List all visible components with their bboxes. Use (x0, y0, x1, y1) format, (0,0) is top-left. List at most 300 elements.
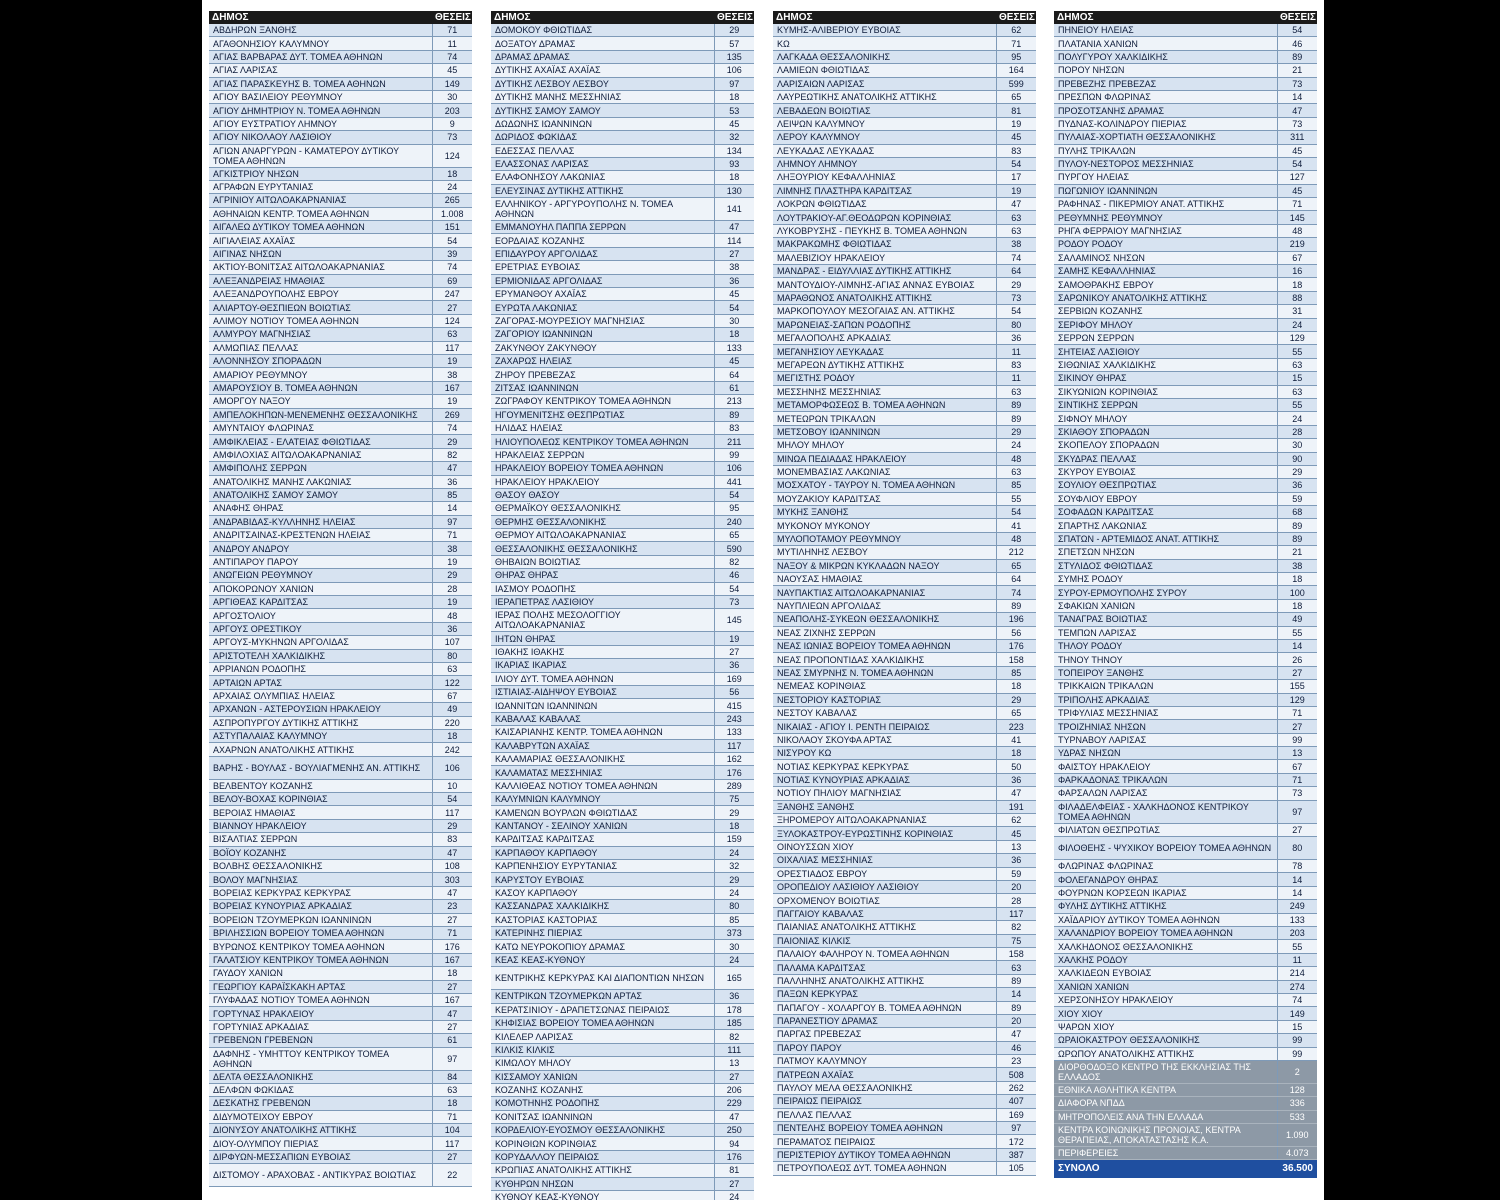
table-row (209, 247, 472, 260)
municipality-name: ΔΙΡΦΥΩΝ-ΜΕΣΣΑΠΙΩΝ ΕΥΒΟΙΑΣ (209, 1150, 432, 1163)
seats-value: 29 (432, 569, 472, 582)
seats-value: 311 (1277, 131, 1317, 144)
municipality-name: ΑΛΕΞΑΝΔΡΟΥΠΟΛΗΣ ΕΒΡΟΥ (209, 288, 432, 301)
table-row (491, 288, 754, 301)
table-row (1054, 626, 1317, 639)
seats-value: 441 (714, 475, 754, 488)
table-row (491, 1150, 754, 1163)
seats-value: 80 (996, 318, 1036, 331)
municipality-name: ΚΑΣΤΟΡΙΑΣ ΚΑΣΤΟΡΙΑΣ (491, 913, 714, 926)
table-row (1054, 913, 1317, 926)
seats-value: 97 (714, 77, 754, 90)
municipality-name: ΣΑΡΩΝΙΚΟΥ ΑΝΑΤΟΛΙΚΗΣ ΑΤΤΙΚΗΣ (1054, 291, 1277, 304)
seats-value: 56 (996, 626, 1036, 639)
municipality-name: ΚΕΝΤΡΑ ΚΟΙΝΩΝΙΚΗΣ ΠΡΟΝΟΙΑΣ, ΚΕΝΤΡΑ ΘΕΡΑΠΕΙΑΣ, ΑΠΟΚΑΤΑΣΤΑΣΗΣ Κ.Α. (1054, 1124, 1277, 1147)
municipality-name: ΝΕΜΕΑΣ ΚΟΡΙΝΘΙΑΣ (773, 680, 996, 693)
seats-value: 94 (714, 1137, 754, 1150)
municipality-name: ΜΥΛΟΠΟΤΑΜΟΥ ΡΕΘΥΜΝΟΥ (773, 532, 996, 545)
table-row (209, 1020, 472, 1033)
municipality-name: ΜΕΓΙΣΤΗΣ ΡΟΔΟΥ (773, 372, 996, 385)
seats-value: 83 (432, 833, 472, 846)
table-row (773, 77, 1036, 90)
table-row (209, 793, 472, 806)
table-row (209, 940, 472, 953)
table-row (491, 873, 754, 886)
municipality-name: ΠΡΟΣΟΤΣΑΝΗΣ ΔΡΑΜΑΣ (1054, 104, 1277, 117)
municipality-name: ΠΑΡΟΥ ΠΑΡΟΥ (773, 1041, 996, 1054)
seats-value: 590 (714, 542, 754, 555)
table-row (773, 840, 1036, 853)
table-row (209, 117, 472, 130)
seats-value: 32 (714, 860, 754, 873)
seats-value: 27 (432, 1020, 472, 1033)
municipality-name: ΑΛΟΝΝΗΣΟΥ ΣΠΟΡΑΔΩΝ (209, 354, 432, 367)
seats-value: 48 (996, 452, 1036, 465)
seats-value: 89 (714, 408, 754, 421)
table-row (491, 793, 754, 806)
seats-value: 24 (714, 1191, 754, 1200)
seats-value: 16 (1277, 265, 1317, 278)
municipality-name: ΚΙΣΣΑΜΟΥ ΧΑΝΙΩΝ (491, 1070, 714, 1083)
seats-value: 54 (714, 582, 754, 595)
seats-value: 24 (714, 953, 754, 966)
table-row (1054, 720, 1317, 733)
table-row (491, 1137, 754, 1150)
municipality-name: ΓΑΥΔΟΥ ΧΑΝΙΩΝ (209, 967, 432, 980)
municipality-name: ΑΝΑΦΗΣ ΘΗΡΑΣ (209, 502, 432, 515)
seats-value: 27 (714, 645, 754, 658)
municipality-name: ΔΙΑΦΟΡΑ ΝΠΔΔ (1054, 1097, 1277, 1110)
table-row (773, 479, 1036, 492)
table-row (209, 234, 472, 247)
municipality-name: ΠΑΠΑΓΟΥ - ΧΟΛΑΡΓΟΥ Β. ΤΟΜΕΑ ΑΘΗΝΩΝ (773, 1001, 996, 1014)
municipality-name: ΑΓΑΘΟΝΗΣΙΟΥ ΚΑΛΥΜΝΟΥ (209, 37, 432, 50)
seats-value: 14 (1277, 873, 1317, 886)
municipality-name: ΤΕΜΠΩΝ ΛΑΡΙΣΑΣ (1054, 626, 1277, 639)
municipality-name: ΑΝΔΡΟΥ ΑΝΔΡΟΥ (209, 542, 432, 555)
municipality-name: ΚΟΡΔΕΛΙΟΥ-ΕΥΟΣΜΟΥ ΘΕΣΣΑΛΟΝΙΚΗΣ (491, 1124, 714, 1137)
municipality-name: ΠΑΥΛΟΥ ΜΕΛΑ ΘΕΣΣΑΛΟΝΙΚΗΣ (773, 1081, 996, 1094)
table-row (491, 131, 754, 144)
municipality-name: ΣΙΝΤΙΚΗΣ ΣΕΡΡΩΝ (1054, 398, 1277, 411)
seats-value: 104 (432, 1124, 472, 1137)
table-row (773, 1122, 1036, 1135)
seats-value: 128 (1277, 1083, 1317, 1096)
table-row (773, 800, 1036, 813)
seats-value: 63 (432, 662, 472, 675)
seats-value: 74 (432, 421, 472, 434)
seats-value: 29 (714, 24, 754, 37)
seats-value: 176 (714, 766, 754, 779)
seats-value: 71 (432, 24, 472, 37)
municipality-name: ΦΟΥΡΝΩΝ ΚΟΡΣΕΩΝ ΙΚΑΡΙΑΣ (1054, 886, 1277, 899)
seats-value: 18 (432, 729, 472, 742)
municipality-name: ΩΡΩΠΟΥ ΑΝΑΤΟΛΙΚΗΣ ΑΤΤΙΚΗΣ (1054, 1047, 1277, 1060)
table-row (209, 779, 472, 792)
municipality-name: ΔΥΤΙΚΗΣ ΜΑΝΗΣ ΜΕΣΣΗΝΙΑΣ (491, 90, 714, 103)
municipality-name: ΠΩΓΩΝΙΟΥ ΙΩΑΝΝΙΝΩΝ (1054, 184, 1277, 197)
seats-value: 159 (714, 833, 754, 846)
seats-value: 15 (1277, 372, 1317, 385)
municipality-name: ΝΙΣΥΡΟΥ ΚΩ (773, 747, 996, 760)
municipality-name: ΖΑΓΟΡΑΣ-ΜΟΥΡΕΣΙΟΥ ΜΑΓΝΗΣΙΑΣ (491, 314, 714, 327)
seats-value: 250 (714, 1124, 754, 1137)
municipality-name: ΛΗΞΟΥΡΙΟΥ ΚΕΦΑΛΛΗΝΙΑΣ (773, 171, 996, 184)
municipality-name: ΜΕΓΑΛΟΠΟΛΗΣ ΑΡΚΑΔΙΑΣ (773, 331, 996, 344)
seats-value: 249 (1277, 900, 1317, 913)
seats-value: 27 (714, 1177, 754, 1190)
seats-value: 38 (714, 261, 754, 274)
table-row (1054, 24, 1317, 37)
seats-value: 54 (996, 506, 1036, 519)
seats-value: 89 (996, 398, 1036, 411)
table-row (491, 261, 754, 274)
municipality-name: ΛΑΜΙΕΩΝ ΦΘΙΩΤΙΔΑΣ (773, 64, 996, 77)
table-row (209, 582, 472, 595)
municipality-name: ΑΜΥΝΤΑΙΟΥ ΦΛΩΡΙΝΑΣ (209, 421, 432, 434)
table-row (773, 1028, 1036, 1041)
table-row (209, 913, 472, 926)
seats-value: 18 (1277, 573, 1317, 586)
table-row (491, 685, 754, 698)
seats-value: 41 (996, 519, 1036, 532)
municipality-name: ΣΑΛΑΜΙΝΟΣ ΝΗΣΩΝ (1054, 251, 1277, 264)
municipality-name: ΝΕΑΣ ΖΙΧΝΗΣ ΣΕΡΡΩΝ (773, 626, 996, 639)
table-row (209, 886, 472, 899)
seats-value: 71 (432, 529, 472, 542)
municipality-name: ΑΡΓΙΘΕΑΣ ΚΑΡΔΙΤΣΑΣ (209, 596, 432, 609)
table-row (209, 1124, 472, 1137)
municipality-name: ΧΑΝΙΩΝ ΧΑΝΙΩΝ (1054, 980, 1277, 993)
table-row (773, 425, 1036, 438)
municipality-name: ΚΑΡΥΣΤΟΥ ΕΥΒΟΙΑΣ (491, 873, 714, 886)
seats-value: 64 (996, 265, 1036, 278)
seats-value: 89 (996, 974, 1036, 987)
seats-value: 18 (714, 328, 754, 341)
municipality-name: ΑΝΩΓΕΙΩΝ ΡΕΘΥΜΝΟΥ (209, 569, 432, 582)
seats-value: 47 (714, 1110, 754, 1123)
seats-value: 30 (714, 314, 754, 327)
municipality-name: ΚΟΖΑΝΗΣ ΚΟΖΑΝΗΣ (491, 1083, 714, 1096)
municipality-name: ΝΕΑΠΟΛΗΣ-ΣΥΚΕΩΝ ΘΕΣΣΑΛΟΝΙΚΗΣ (773, 613, 996, 626)
seats-value: 95 (714, 502, 754, 515)
seats-value: 23 (996, 1055, 1036, 1068)
table-row (491, 739, 754, 752)
seats-value: 47 (996, 787, 1036, 800)
municipality-name: ΒΟΛΒΗΣ ΘΕΣΣΑΛΟΝΙΚΗΣ (209, 860, 432, 873)
municipality-name: ΠΑΡΓΑΣ ΠΡΕΒΕΖΑΣ (773, 1028, 996, 1041)
table-row (1054, 506, 1317, 519)
table-column-4 (1054, 11, 1317, 1178)
seats-value: 19 (996, 184, 1036, 197)
municipality-name: ΕΛΑΦΟΝΗΣΟΥ ΛΑΚΩΝΙΑΣ (491, 171, 714, 184)
municipality-name: ΕΟΡΔΑΙΑΣ ΚΟΖΑΝΗΣ (491, 234, 714, 247)
seats-value: 83 (714, 421, 754, 434)
municipality-name: ΦΙΛΟΘΕΗΣ - ΨΥΧΙΚΟΥ ΒΟΡΕΙΟΥ ΤΟΜΕΑ ΑΘΗΝΩΝ (1054, 837, 1277, 860)
municipality-name: ΛΕΒΑΔΕΩΝ ΒΟΙΩΤΙΑΣ (773, 104, 996, 117)
municipality-name: ΧΑΛΑΝΔΡΙΟΥ ΒΟΡΕΙΟΥ ΤΟΜΕΑ ΑΘΗΝΩΝ (1054, 927, 1277, 940)
table-row (491, 37, 754, 50)
table-row (773, 385, 1036, 398)
seats-value: 11 (996, 372, 1036, 385)
seats-value: 211 (714, 435, 754, 448)
seats-value: 203 (1277, 927, 1317, 940)
header-seats: ΘΕΣΕΙΣ (996, 11, 1036, 24)
table-row (1054, 586, 1317, 599)
municipality-name: ΑΜΑΡΙΟΥ ΡΕΘΥΜΝΟΥ (209, 368, 432, 381)
municipality-name: ΑΓΡΙΝΙΟΥ ΑΙΤΩΛΟΑΚΑΡΝΑΝΙΑΣ (209, 194, 432, 207)
seats-value: 63 (1277, 385, 1317, 398)
seats-value: 1.090 (1277, 1124, 1317, 1147)
seats-value: 85 (714, 913, 754, 926)
seats-value: 47 (432, 1007, 472, 1020)
municipality-name: ΒΥΡΩΝΟΣ ΚΕΝΤΡΙΚΟΥ ΤΟΜΕΑ ΑΘΗΝΩΝ (209, 940, 432, 953)
seats-value: 45 (1277, 144, 1317, 157)
seats-value: 117 (714, 739, 754, 752)
municipality-name: ΕΛΑΣΣΟΝΑΣ ΛΑΡΙΣΑΣ (491, 157, 714, 170)
municipality-name: ΑΙΓΙΑΛΕΙΑΣ ΑΧΑΪΑΣ (209, 234, 432, 247)
municipality-name: ΠΑΛΑΜΑ ΚΑΡΔΙΤΣΑΣ (773, 961, 996, 974)
municipality-name: ΣΠΑΤΩΝ - ΑΡΤΕΜΙΔΟΣ ΑΝΑΤ. ΑΤΤΙΚΗΣ (1054, 532, 1277, 545)
table-row (1054, 50, 1317, 63)
seats-value: 141 (714, 198, 754, 221)
table-row (491, 24, 754, 37)
municipality-name: ΑΛΜΩΠΙΑΣ ΠΕΛΛΑΣ (209, 341, 432, 354)
seats-value: 29 (996, 693, 1036, 706)
municipality-name: ΠΑΡΑΝΕΣΤΙΟΥ ΔΡΑΜΑΣ (773, 1014, 996, 1027)
municipality-name: ΠΕΝΤΕΛΗΣ ΒΟΡΕΙΟΥ ΤΟΜΕΑ ΑΘΗΝΩΝ (773, 1122, 996, 1135)
table-row (491, 1124, 754, 1137)
table-row (1054, 345, 1317, 358)
table-row (773, 412, 1036, 425)
seats-value: 29 (432, 819, 472, 832)
table-row (773, 171, 1036, 184)
municipality-name: ΚΙΜΩΛΟΥ ΜΗΛΟΥ (491, 1057, 714, 1070)
table-row (773, 907, 1036, 920)
municipality-name: ΜΑΡΑΘΩΝΟΣ ΑΝΑΤΟΛΙΚΗΣ ΑΤΤΙΚΗΣ (773, 291, 996, 304)
municipality-name: ΚΑΛΑΒΡΥΤΩΝ ΑΧΑΪΑΣ (491, 739, 714, 752)
municipalities-table (773, 11, 1036, 1176)
table-row (491, 900, 754, 913)
seats-value: 29 (714, 806, 754, 819)
municipality-name: ΚΥΘΗΡΩΝ ΝΗΣΩΝ (491, 1177, 714, 1190)
table-row (773, 278, 1036, 291)
seats-value: 373 (714, 927, 754, 940)
seats-value: 83 (996, 358, 1036, 371)
seats-value: 82 (714, 555, 754, 568)
seats-value: 4.073 (1277, 1147, 1317, 1160)
table-row (1054, 492, 1317, 505)
municipality-name: ΑΡΙΣΤΟΤΕΛΗ ΧΑΛΚΙΔΙΚΗΣ (209, 649, 432, 662)
table-row (773, 546, 1036, 559)
municipality-name: ΚΕΡΑΤΣΙΝΙΟΥ - ΔΡΑΠΕΤΣΩΝΑΣ ΠΕΙΡΑΙΩΣ (491, 1003, 714, 1016)
municipality-name: ΕΔΕΣΣΑΣ ΠΕΛΛΑΣ (491, 144, 714, 157)
seats-value: 28 (996, 894, 1036, 907)
seats-value: 36 (714, 274, 754, 287)
seats-value: 65 (996, 559, 1036, 572)
municipality-name: ΧΑΪΔΑΡΙΟΥ ΔΥΤΙΚΟΥ ΤΟΜΕΑ ΑΘΗΝΩΝ (1054, 913, 1277, 926)
seats-value: 229 (714, 1097, 754, 1110)
municipality-name: ΡΑΦΗΝΑΣ - ΠΙΚΕΡΜΙΟΥ ΑΝΑΤ. ΑΤΤΙΚΗΣ (1054, 198, 1277, 211)
seats-value: 78 (1277, 860, 1317, 873)
seats-value: 9 (432, 117, 472, 130)
seats-value: 55 (1277, 940, 1317, 953)
municipality-name: ΞΥΛΟΚΑΣΤΡΟΥ-ΕΥΡΩΣΤΙΝΗΣ ΚΟΡΙΝΘΙΑΣ (773, 827, 996, 840)
seats-value: 46 (1277, 37, 1317, 50)
municipality-name: ΑΝΑΤΟΛΙΚΗΣ ΜΑΝΗΣ ΛΑΚΩΝΙΑΣ (209, 475, 432, 488)
seats-value: 145 (1277, 211, 1317, 224)
municipality-name: ΔΕΛΤΑ ΘΕΣΣΑΛΟΝΙΚΗΣ (209, 1070, 432, 1083)
table-row (209, 743, 472, 756)
table-row (773, 1148, 1036, 1161)
total-row (1054, 1160, 1317, 1179)
table-row (1054, 573, 1317, 586)
municipality-name: ΙΛΙΟΥ ΔΥΤ. ΤΟΜΕΑ ΑΘΗΝΩΝ (491, 672, 714, 685)
table-row (209, 448, 472, 461)
municipality-name: ΝΕΣΤΟΥ ΚΑΒΑΛΑΣ (773, 706, 996, 719)
table-row (209, 104, 472, 117)
seats-value: 65 (714, 529, 754, 542)
table-row (491, 274, 754, 287)
table-row (773, 773, 1036, 786)
municipality-name: ΛΟΥΤΡΑΚΙΟΥ-ΑΓ.ΘΕΟΔΩΡΩΝ ΚΟΡΙΝΘΙΑΣ (773, 211, 996, 224)
municipality-name: ΠΑΤΡΕΩΝ ΑΧΑΪΑΣ (773, 1068, 996, 1081)
municipality-name: ΛΥΚΟΒΡΥΣΗΣ - ΠΕΥΚΗΣ Β. ΤΟΜΕΑ ΑΘΗΝΩΝ (773, 224, 996, 237)
municipality-name: ΖΗΡΟΥ ΠΡΕΒΕΖΑΣ (491, 368, 714, 381)
seats-value: 533 (1277, 1110, 1317, 1123)
table-row (491, 1083, 754, 1096)
municipality-name: ΠΟΛΥΓΥΡΟΥ ΧΑΛΚΙΔΙΚΗΣ (1054, 50, 1277, 63)
municipality-name: ΧΑΛΚΙΔΕΩΝ ΕΥΒΟΙΑΣ (1054, 967, 1277, 980)
table-row (1054, 171, 1317, 184)
seats-value: 45 (432, 64, 472, 77)
municipality-name: ΟΡΧΟΜΕΝΟΥ ΒΟΙΩΤΙΑΣ (773, 894, 996, 907)
seats-value: 133 (714, 726, 754, 739)
municipality-name: ΣΚΟΠΕΛΟΥ ΣΠΟΡΑΔΩΝ (1054, 439, 1277, 452)
seats-value: 24 (1277, 412, 1317, 425)
seats-value: 61 (432, 1034, 472, 1047)
table-row (1054, 953, 1317, 966)
seats-value: 145 (714, 609, 754, 632)
table-row (491, 488, 754, 501)
table-column-3 (773, 11, 1036, 1176)
seats-value: 74 (1277, 993, 1317, 1006)
table-header (209, 11, 472, 24)
municipality-name: ΚΑΡΠΕΝΗΣΙΟΥ ΕΥΡΥΤΑΝΙΑΣ (491, 860, 714, 873)
municipality-name: ΥΔΡΑΣ ΝΗΣΩΝ (1054, 747, 1277, 760)
table-row (209, 806, 472, 819)
municipality-name: ΝΟΤΙΑΣ ΚΕΡΚΥΡΑΣ ΚΕΡΚΥΡΑΣ (773, 760, 996, 773)
table-row (773, 1135, 1036, 1148)
table-row (209, 1083, 472, 1096)
municipality-name: ΕΡΕΤΡΙΑΣ ΕΥΒΟΙΑΣ (491, 261, 714, 274)
seats-value: 99 (1277, 733, 1317, 746)
municipality-name: ΑΓΙΟΥ ΝΙΚΟΛΑΟΥ ΛΑΣΙΘΙΟΥ (209, 131, 432, 144)
table-row (773, 639, 1036, 652)
table-row (209, 596, 472, 609)
table-row (773, 532, 1036, 545)
table-row (209, 288, 472, 301)
table-row (773, 1014, 1036, 1027)
seats-value: 149 (1277, 1007, 1317, 1020)
table-row (773, 251, 1036, 264)
table-row (1054, 559, 1317, 572)
municipality-name: ΚΡΩΠΙΑΣ ΑΝΑΤΟΛΙΚΗΣ ΑΤΤΙΚΗΣ (491, 1164, 714, 1177)
municipality-name: ΣΕΡΒΙΩΝ ΚΟΖΑΝΗΣ (1054, 305, 1277, 318)
table-row (491, 596, 754, 609)
seats-value: 415 (714, 699, 754, 712)
municipality-name: ΒΕΛΟΥ-ΒΟΧΑΣ ΚΟΡΙΝΘΙΑΣ (209, 793, 432, 806)
seats-value: 18 (714, 90, 754, 103)
seats-value: 73 (996, 291, 1036, 304)
municipality-name: ΛΕΥΚΑΔΑΣ ΛΕΥΚΑΔΑΣ (773, 144, 996, 157)
table-row (773, 934, 1036, 947)
table-row (209, 967, 472, 980)
table-row (1054, 886, 1317, 899)
seats-value: 63 (996, 211, 1036, 224)
municipality-name: ΣΦΑΚΙΩΝ ΧΑΝΙΩΝ (1054, 599, 1277, 612)
municipality-name: ΦΟΛΕΓΑΝΔΡΟΥ ΘΗΡΑΣ (1054, 873, 1277, 886)
table-row (491, 314, 754, 327)
municipality-name: ΛΕΙΨΩΝ ΚΑΛΥΜΝΟΥ (773, 117, 996, 130)
table-row (773, 814, 1036, 827)
municipality-name: ΑΣΠΡΟΠΥΡΓΟΥ ΔΥΤΙΚΗΣ ΑΤΤΙΚΗΣ (209, 716, 432, 729)
seats-value: 95 (996, 50, 1036, 63)
municipality-name: ΔΩΡΙΔΟΣ ΦΩΚΙΔΑΣ (491, 131, 714, 144)
table-row (773, 318, 1036, 331)
municipality-name: ΞΗΡΟΜΕΡΟΥ ΑΙΤΩΛΟΑΚΑΡΝΑΝΙΑΣ (773, 814, 996, 827)
table-row (209, 555, 472, 568)
table-row (1054, 184, 1317, 197)
table-row (773, 465, 1036, 478)
table-row (1054, 599, 1317, 612)
seats-value: 24 (432, 180, 472, 193)
municipality-name: ΩΡΑΙΟΚΑΣΤΡΟΥ ΘΕΣΣΑΛΟΝΙΚΗΣ (1054, 1034, 1277, 1047)
table-row (491, 609, 754, 632)
table-row (209, 381, 472, 394)
table-row (491, 328, 754, 341)
municipality-name: ΤΟΠΕΙΡΟΥ ΞΑΝΘΗΣ (1054, 666, 1277, 679)
seats-value: 155 (1277, 680, 1317, 693)
municipality-name: ΑΚΤΙΟΥ-ΒΟΝΙΤΣΑΣ ΑΙΤΩΛΟΑΚΑΡΝΑΝΙΑΣ (209, 261, 432, 274)
seats-value: 73 (432, 131, 472, 144)
table-row (773, 117, 1036, 130)
municipality-name: ΚΑΣΣΑΝΔΡΑΣ ΧΑΛΚΙΔΙΚΗΣ (491, 900, 714, 913)
table-row (491, 184, 754, 197)
municipality-name: ΙΩΑΝΝΙΤΩΝ ΙΩΑΝΝΙΝΩΝ (491, 699, 714, 712)
table-row (1054, 77, 1317, 90)
table-row (209, 662, 472, 675)
municipality-name: ΚΑΛΥΜΝΙΩΝ ΚΑΛΥΜΝΟΥ (491, 793, 714, 806)
table-row (491, 221, 754, 234)
table-row (209, 368, 472, 381)
table-row (1054, 131, 1317, 144)
table-row (491, 819, 754, 832)
seats-value: 54 (432, 793, 472, 806)
table-row (1054, 1020, 1317, 1033)
municipality-name: ΜΙΝΩΑ ΠΕΔΙΑΔΑΣ ΗΡΑΚΛΕΙΟΥ (773, 452, 996, 465)
seats-value: 15 (1277, 1020, 1317, 1033)
municipality-name: ΤΥΡΝΑΒΟΥ ΛΑΡΙΣΑΣ (1054, 733, 1277, 746)
seats-value: 80 (714, 900, 754, 913)
table-row (491, 990, 754, 1003)
seats-value: 64 (996, 573, 1036, 586)
municipality-name: ΚΑΡΠΑΘΟΥ ΚΑΡΠΑΘΟΥ (491, 846, 714, 859)
table-row (773, 1081, 1036, 1094)
municipality-name: ΠΥΛΟΥ-ΝΕΣΤΟΡΟΣ ΜΕΣΣΗΝΙΑΣ (1054, 157, 1277, 170)
municipality-name: ΗΡΑΚΛΕΙΟΥ ΗΡΑΚΛΕΙΟΥ (491, 475, 714, 488)
seats-value: 24 (996, 439, 1036, 452)
